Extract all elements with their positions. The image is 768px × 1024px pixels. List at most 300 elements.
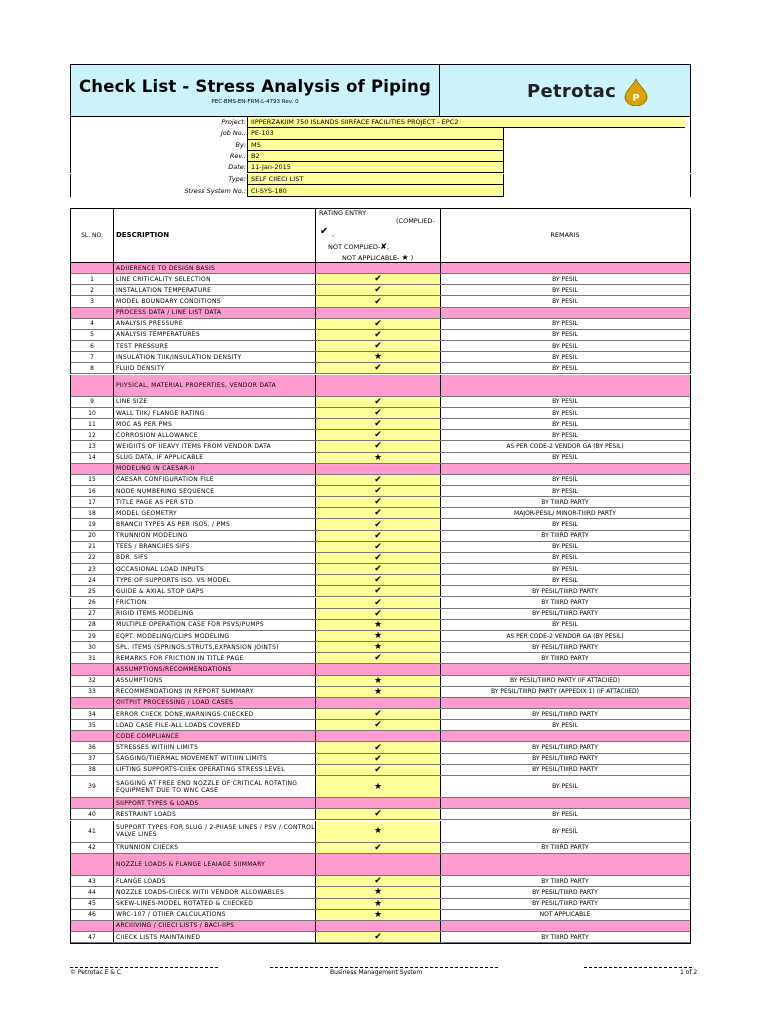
row-remarks: BY PESIL bbox=[552, 454, 578, 462]
row-number: 4 bbox=[71, 319, 114, 329]
star-icon: ★ bbox=[316, 676, 441, 686]
check-icon: ✔ bbox=[316, 765, 441, 775]
column-remarks: REMARIS bbox=[550, 231, 580, 239]
star-icon: ★ bbox=[401, 253, 409, 262]
project-info-label: Stress System No.: bbox=[184, 186, 246, 195]
footer-page-number: 1 of 2 bbox=[680, 969, 698, 976]
row-description: WEIGIITS OF IIEAVY ITEMS FROM VENDOR DATA bbox=[113, 441, 316, 451]
checklist-row bbox=[70, 899, 691, 910]
row-number: 42 bbox=[71, 843, 114, 853]
row-number: 3 bbox=[71, 296, 114, 306]
footer-system: Business Management System bbox=[330, 969, 423, 976]
row-remarks: BY PESIL bbox=[552, 543, 578, 551]
row-number: 5 bbox=[71, 330, 114, 340]
project-info-row bbox=[70, 128, 691, 139]
row-description: NOZZLE LOADS-CIIECK WITII VENDOR ALLOWABLES bbox=[113, 887, 316, 897]
row-number bbox=[71, 698, 114, 708]
row-remarks: BY TIIIRD PARTY bbox=[541, 933, 589, 941]
project-info-row bbox=[70, 140, 691, 151]
checklist-row bbox=[70, 274, 691, 285]
checklist-row bbox=[70, 441, 691, 452]
checklist-row bbox=[70, 285, 691, 296]
section-header-row bbox=[70, 798, 691, 809]
row-description: OCCASIONAL LOAD INPUTS bbox=[113, 564, 316, 574]
row-remarks bbox=[440, 664, 690, 674]
row-remarks: BY PESIL bbox=[552, 521, 578, 528]
check-icon: ✔ bbox=[316, 274, 441, 284]
check-icon: ✔ bbox=[316, 285, 441, 295]
rating-not-applicable-row: NOT APPLICABLE- ★ ) bbox=[342, 253, 414, 262]
checklist-row bbox=[70, 419, 691, 430]
checklist-row bbox=[70, 564, 691, 575]
row-remarks: BY PESIL bbox=[552, 320, 578, 328]
checklist-row bbox=[70, 586, 691, 597]
project-info-value: MS bbox=[247, 140, 503, 151]
section-title: OIITPIIT PROCESSING / LOAD CASES bbox=[113, 698, 316, 708]
row-remarks: BY PESIL bbox=[552, 342, 578, 350]
row-number: 26 bbox=[71, 598, 114, 608]
row-remarks: BY PESIL bbox=[552, 409, 578, 417]
checklist-row bbox=[70, 598, 691, 609]
row-number: 23 bbox=[71, 564, 114, 574]
row-remarks: BY PESIL/TIIIRD PARTY bbox=[532, 744, 598, 751]
check-icon: ✔ bbox=[316, 609, 441, 619]
row-remarks: BY PESIL bbox=[552, 810, 578, 818]
section-title: ARCIIIVING / CIIECI LISTS / BACI-IIPS bbox=[113, 921, 316, 931]
checklist-row bbox=[70, 352, 691, 363]
row-description: WALL TIIK/ FLANGE RATING bbox=[113, 408, 316, 418]
drop-logo-icon bbox=[623, 78, 649, 106]
row-number bbox=[71, 263, 114, 273]
check-icon: ✔ bbox=[320, 226, 329, 237]
row-description: ERROR CIIECK DONE,WARNINGS CIIECKED bbox=[113, 709, 316, 719]
checklist-row bbox=[70, 709, 691, 720]
row-description: SUPPORT TYPES FOR SLUG / 2-PIIASE LINES / PSV / CONTROL VALVE LINES bbox=[113, 821, 316, 842]
rating-cell bbox=[316, 664, 441, 674]
rating-cell bbox=[316, 854, 441, 875]
row-number: 7 bbox=[71, 352, 114, 362]
checklist-row bbox=[70, 876, 691, 887]
row-number bbox=[71, 375, 114, 396]
section-header-row bbox=[70, 698, 691, 709]
row-remarks: BY PESIL bbox=[552, 576, 578, 584]
row-remarks: BY PESIL bbox=[552, 275, 578, 283]
footer-rule-center bbox=[270, 967, 498, 968]
rating-header-line1: RATING ENTRY bbox=[319, 209, 367, 217]
column-rating-entry: RATING ENTRY (COMPLIED- ✔ , NOT COMPLIED-✘, NOT APPLICABLE- ★ ) bbox=[316, 209, 441, 262]
row-remarks: BY TIIIRD PARTY bbox=[541, 654, 589, 662]
section-title: MODELING IN CAESAR-II bbox=[113, 464, 316, 474]
checklist-row bbox=[70, 341, 691, 352]
row-remarks: BY TIIIRD PARTY bbox=[541, 877, 589, 885]
row-remarks: BY PESIL bbox=[552, 621, 578, 629]
section-title: NOZZLE LOADS & FLANGE LEAIAGE SIIMMARY bbox=[113, 854, 316, 875]
footer-rule-right bbox=[584, 967, 692, 968]
row-number: 14 bbox=[71, 453, 114, 463]
row-remarks: BY PESIL/TIIIRD PARTY (IF ATTACIIED) bbox=[509, 677, 621, 685]
row-remarks bbox=[440, 375, 690, 396]
row-description: MULTIPLE OPERATION CASE FOR PSVS/PUMPS bbox=[113, 620, 316, 630]
rating-cell bbox=[316, 798, 441, 808]
row-description: RECOMMENDATIONS IN REPORT SUMMARY bbox=[113, 687, 316, 697]
rating-cell bbox=[316, 263, 441, 273]
title-block bbox=[71, 65, 440, 116]
check-icon: ✔ bbox=[316, 876, 441, 886]
section-header-row bbox=[70, 464, 691, 475]
checklist-row bbox=[70, 553, 691, 564]
check-icon: ✔ bbox=[316, 598, 441, 608]
checklist-row bbox=[70, 330, 691, 341]
row-number: 10 bbox=[71, 408, 114, 418]
row-number bbox=[71, 854, 114, 875]
section-header-row bbox=[70, 664, 691, 675]
row-remarks: BY PESIL bbox=[552, 353, 578, 361]
row-remarks: BY TIIIRD PARTY bbox=[541, 844, 589, 852]
project-info-row bbox=[70, 117, 691, 128]
check-icon: ✔ bbox=[316, 408, 441, 418]
check-icon: ✔ bbox=[316, 754, 441, 764]
row-description: CAESAR CONFIGURATION FILE bbox=[113, 475, 316, 485]
row-number: 1 bbox=[71, 274, 114, 284]
row-description: LIFTING SUPPORTS-CIIEK OPERATING STRESS LEVEL bbox=[113, 765, 316, 775]
checklist-row bbox=[70, 843, 691, 854]
section-header-row bbox=[70, 375, 691, 397]
row-remarks: BY TIIIRD PARTY bbox=[541, 532, 589, 540]
section-title: PIIYSICAL, MATERIAL PROPERTIES, VENDOR DATA bbox=[113, 375, 316, 396]
checklist-row bbox=[70, 765, 691, 776]
row-remarks bbox=[440, 464, 690, 474]
checklist-row bbox=[70, 575, 691, 586]
row-description: ANALYSIS TEMPERATURES bbox=[113, 330, 316, 340]
row-description: CORROSION ALLOWANCE bbox=[113, 430, 316, 440]
row-description: GUIDE & AXIAL STOP GAPS bbox=[113, 586, 316, 596]
row-description: SAGGING AT FREE END NOZZLE OF CRITICAL ROTATING EQUIPMENT DUE TO WNC CASE bbox=[113, 776, 316, 797]
star-icon: ★ bbox=[316, 642, 441, 652]
project-info-row bbox=[70, 162, 691, 173]
check-icon: ✔ bbox=[316, 363, 441, 373]
checklist-row bbox=[70, 642, 691, 653]
project-info-blank bbox=[503, 185, 690, 197]
rating-cell bbox=[316, 731, 441, 741]
row-number: 25 bbox=[71, 586, 114, 596]
project-info-blank bbox=[503, 162, 690, 173]
section-title: PROCESS DATA / LINE LIST DATA bbox=[113, 308, 316, 318]
row-description: TRUNNION CIIECKS bbox=[113, 843, 316, 853]
row-number bbox=[71, 731, 114, 741]
row-description: TRUNNION MODELING bbox=[113, 531, 316, 541]
checklist-row bbox=[70, 809, 691, 820]
row-number: 29 bbox=[71, 631, 114, 641]
row-description: FLUID DENSITY bbox=[113, 363, 316, 373]
row-description: MOC AS PER PMS bbox=[113, 419, 316, 429]
row-description: SLUG DATA, IF APPLICABLE bbox=[113, 453, 316, 463]
row-number: 37 bbox=[71, 754, 114, 764]
project-info-blank bbox=[503, 174, 690, 185]
row-description: INSTALLATION TEMPERATURE bbox=[113, 285, 316, 295]
row-number: 9 bbox=[71, 397, 114, 407]
check-icon: ✔ bbox=[316, 809, 441, 819]
checklist-row bbox=[70, 620, 691, 631]
row-number: 16 bbox=[71, 486, 114, 496]
project-info-label: Rev.: bbox=[229, 151, 246, 160]
section-header-row bbox=[70, 263, 691, 274]
checklist-row bbox=[70, 497, 691, 508]
checklist-row bbox=[70, 631, 691, 642]
row-description: FRICTION bbox=[113, 598, 316, 608]
star-icon: ★ bbox=[316, 887, 441, 897]
column-description: DESCRIPTION bbox=[113, 209, 316, 262]
check-icon: ✔ bbox=[316, 542, 441, 552]
section-title: SIIPPORT TYPES & LOADS bbox=[113, 798, 316, 808]
row-description: TYPE OF SUPPORTS ISO. VS MODEL bbox=[113, 575, 316, 585]
row-number: 22 bbox=[71, 553, 114, 563]
star-icon: ★ bbox=[316, 620, 441, 630]
row-number: 46 bbox=[71, 910, 114, 920]
row-description: REMARKS FOR FRICTION IN TITLE PAGE bbox=[113, 653, 316, 663]
row-remarks: BY PESIL/TIIIRD PARTY bbox=[532, 643, 598, 651]
footer-rule-left bbox=[70, 967, 218, 968]
column-headers bbox=[70, 208, 691, 263]
project-info-value: CI-SYS-180 bbox=[247, 185, 503, 197]
row-number bbox=[71, 664, 114, 674]
section-title: CODE COMPLIANCE bbox=[113, 731, 316, 741]
row-remarks: BY PESIL bbox=[552, 364, 578, 372]
row-number: 20 bbox=[71, 531, 114, 541]
project-info-label: Project: bbox=[221, 118, 246, 126]
section-title: ADIIERENCE TO DESIGN BASIS bbox=[113, 263, 316, 273]
row-description: CIIECK LISTS MAINTAINED bbox=[113, 932, 316, 942]
check-icon: ✔ bbox=[316, 586, 441, 596]
rating-cell bbox=[316, 375, 441, 396]
row-description: LINE CRITICALITY SELECTION bbox=[113, 274, 316, 284]
row-description: TITLE PAGE AS PER STD bbox=[113, 497, 316, 507]
row-number: 35 bbox=[71, 720, 114, 730]
cross-icon: ✘ bbox=[380, 242, 387, 251]
row-number: 34 bbox=[71, 709, 114, 719]
check-icon: ✔ bbox=[316, 419, 441, 429]
project-info-blank bbox=[503, 128, 690, 139]
checklist-row bbox=[70, 408, 691, 419]
row-remarks: AS PER CODE-2 VENDOR GA (BY PESIL) bbox=[506, 632, 624, 640]
checklist-row bbox=[70, 910, 691, 921]
star-icon: ★ bbox=[316, 453, 441, 463]
checklist-row bbox=[70, 531, 691, 542]
checklist-row bbox=[70, 475, 691, 486]
row-remarks: BY PESIL/TIIIRD PARTY (APPEDIX 1) (IF ATTACIIED) bbox=[491, 688, 639, 696]
check-icon: ✔ bbox=[316, 564, 441, 574]
row-description: BDR. SIFS bbox=[113, 553, 316, 563]
row-remarks: BY PESIL bbox=[552, 565, 578, 573]
row-description: SKEW-LINES-MODEL ROTATED & CIIECKED bbox=[113, 899, 316, 909]
check-icon: ✔ bbox=[316, 430, 441, 440]
section-header-row bbox=[70, 921, 691, 932]
row-number: 36 bbox=[71, 742, 114, 752]
rating-cell bbox=[316, 464, 441, 474]
row-number: 44 bbox=[71, 887, 114, 897]
rating-not-complied-row: NOT COMPLIED-✘, bbox=[328, 242, 389, 251]
project-info-value: 11-Jan-2015 bbox=[247, 162, 503, 173]
row-description: MODEL GEOMETRY bbox=[113, 508, 316, 518]
checklist-sheet bbox=[70, 64, 691, 952]
section-header-row bbox=[70, 731, 691, 742]
row-remarks: BY PESIL bbox=[552, 487, 578, 495]
checklist-row bbox=[70, 676, 691, 687]
row-number: 28 bbox=[71, 620, 114, 630]
row-description: NODE NUMBERING SEQUENCE bbox=[113, 486, 316, 496]
row-remarks bbox=[440, 698, 690, 708]
rating-cell bbox=[316, 698, 441, 708]
checklist-row bbox=[70, 932, 691, 943]
row-remarks: BY PESIL bbox=[552, 431, 578, 439]
svg-text:P: P bbox=[632, 93, 640, 104]
row-number: 21 bbox=[71, 542, 114, 552]
row-number: 13 bbox=[71, 441, 114, 451]
section-header-row bbox=[70, 854, 691, 876]
row-remarks: BY PESIL bbox=[552, 476, 578, 484]
row-remarks bbox=[440, 308, 690, 318]
checklist-row bbox=[70, 776, 691, 798]
row-number: 33 bbox=[71, 687, 114, 697]
row-description: LINE SIZE bbox=[113, 397, 316, 407]
star-icon: ★ bbox=[316, 687, 441, 697]
row-remarks: BY PESIL/TIIIRD PARTY bbox=[532, 766, 598, 774]
star-icon: ★ bbox=[316, 776, 441, 797]
row-number: 19 bbox=[71, 519, 114, 529]
project-info-value: B2 bbox=[247, 151, 503, 162]
row-number: 41 bbox=[71, 821, 114, 842]
row-remarks: BY PESIL bbox=[552, 331, 578, 339]
check-icon: ✔ bbox=[316, 932, 441, 942]
checklist-row bbox=[70, 397, 691, 408]
star-icon: ★ bbox=[316, 910, 441, 920]
row-remarks: BY PESIL bbox=[552, 721, 578, 729]
check-icon: ✔ bbox=[316, 653, 441, 663]
row-remarks: BY TIIIRD PARTY bbox=[541, 599, 589, 607]
check-icon: ✔ bbox=[316, 843, 441, 853]
row-description: INSULATION TIIK/INSULATION DENSITY bbox=[113, 352, 316, 362]
section-title: ASSUMPTIONS/RECOMMENDATIONS bbox=[113, 664, 316, 674]
checklist-row bbox=[70, 430, 691, 441]
row-remarks: BY PESIL bbox=[552, 398, 578, 406]
project-info-label: Type: bbox=[228, 174, 246, 183]
row-number: 24 bbox=[71, 575, 114, 585]
row-description: FLANGE LOADS bbox=[113, 876, 316, 886]
row-remarks bbox=[440, 263, 690, 273]
star-icon: ★ bbox=[316, 821, 441, 842]
row-number: 43 bbox=[71, 876, 114, 886]
row-number: 12 bbox=[71, 430, 114, 440]
table-bottom-rule bbox=[70, 943, 691, 944]
row-description: TEST PRESSURE bbox=[113, 341, 316, 351]
row-remarks: BY PESIL bbox=[552, 286, 578, 294]
row-remarks: BY PESIL bbox=[552, 420, 578, 428]
row-description: WRC-107 / OTIIER CALCULATIONS bbox=[113, 910, 316, 920]
row-remarks bbox=[440, 921, 690, 931]
checklist-row bbox=[70, 363, 691, 374]
row-number bbox=[71, 921, 114, 931]
row-number: 27 bbox=[71, 609, 114, 619]
section-header-row bbox=[70, 308, 691, 319]
check-icon: ✔ bbox=[316, 742, 441, 752]
row-description: SPL. ITEMS (SPRINGS,STRUTS,EXPANSION JOINTS) bbox=[113, 642, 316, 652]
row-number bbox=[71, 308, 114, 318]
row-remarks bbox=[440, 798, 690, 808]
project-info-row bbox=[70, 185, 691, 197]
rating-not-complied-label: NOT COMPLIED- bbox=[328, 243, 381, 251]
row-remarks: BY PESIL/TIIIRD PARTY bbox=[532, 888, 598, 896]
check-icon: ✔ bbox=[316, 709, 441, 719]
row-remarks: BY PESIL bbox=[552, 783, 578, 791]
row-remarks: MAJOR-PESIL/ MINOR-TIIIRD PARTY bbox=[514, 509, 616, 517]
row-number: 40 bbox=[71, 809, 114, 819]
company-logo: Petrotac bbox=[527, 81, 617, 102]
page-title: Check List - Stress Analysis of Piping bbox=[79, 77, 431, 96]
rating-cell bbox=[316, 308, 441, 318]
checklist-row bbox=[70, 542, 691, 553]
row-remarks: BY PESIL bbox=[552, 827, 578, 835]
check-icon: ✔ bbox=[316, 296, 441, 306]
check-icon: ✔ bbox=[316, 475, 441, 485]
row-description: LOAD CASE FILE-ALL LOADS COVERED bbox=[113, 720, 316, 730]
row-remarks: BY TIIIRD PARTY bbox=[541, 498, 589, 506]
checklist-row bbox=[70, 508, 691, 519]
row-remarks: NOT APPLICABLE bbox=[539, 911, 591, 919]
row-remarks: BY PESIL/TIIIRD PARTY bbox=[532, 587, 598, 595]
row-description: STRESSES WITIIIN LIMITS bbox=[113, 742, 316, 752]
row-description: SAGGING/TIIERMAL MOVEMENT WITIIIN LIMITS bbox=[113, 754, 316, 764]
row-remarks: AS PER CODE-2 VENDOR GA (BY PESIL) bbox=[506, 442, 624, 450]
check-icon: ✔ bbox=[316, 720, 441, 730]
row-remarks: BY PESIL bbox=[552, 554, 578, 562]
project-info-row bbox=[70, 174, 691, 185]
checklist-row bbox=[70, 609, 691, 620]
check-icon: ✔ bbox=[316, 341, 441, 351]
checklist-row bbox=[70, 720, 691, 731]
row-number bbox=[71, 798, 114, 808]
row-number: 39 bbox=[71, 776, 114, 797]
rating-not-applicable-label: NOT APPLICABLE- bbox=[342, 254, 400, 262]
row-description: ASSUMPTIONS bbox=[113, 676, 316, 686]
check-icon: ✔ bbox=[316, 330, 441, 340]
row-description: RESTRAINT LOADS bbox=[113, 809, 316, 819]
checklist-row bbox=[70, 754, 691, 765]
checklist-row bbox=[70, 653, 691, 664]
checklist-row bbox=[70, 319, 691, 330]
check-icon: ✔ bbox=[316, 531, 441, 541]
check-icon: ✔ bbox=[316, 486, 441, 496]
row-number: 32 bbox=[71, 676, 114, 686]
row-number bbox=[71, 464, 114, 474]
row-description: MODEL BOUNDARY CONDITIONS bbox=[113, 296, 316, 306]
project-info-blank bbox=[503, 140, 690, 151]
star-icon: ★ bbox=[316, 899, 441, 909]
project-info-label: Job No.: bbox=[220, 129, 246, 138]
row-description: BRANCII TYPES AS PER ISOS. / PMS bbox=[113, 519, 316, 529]
row-remarks: BY PESIL bbox=[552, 298, 578, 305]
row-number: 17 bbox=[71, 497, 114, 507]
row-number: 38 bbox=[71, 765, 114, 775]
checklist-row bbox=[70, 453, 691, 464]
checklist-row bbox=[70, 519, 691, 530]
checklist-row bbox=[70, 687, 691, 698]
row-remarks bbox=[440, 731, 690, 741]
checklist-row bbox=[70, 821, 691, 843]
document-number: PEC-BMS-EN-FRM-L-4793 Rev. 0 bbox=[211, 99, 299, 105]
check-icon: ✔ bbox=[316, 397, 441, 407]
project-info-label: Date: bbox=[228, 163, 246, 172]
project-info-value: IIPPERZAKIIM 750 ISLANDS SIIRFACE FACILITIES PROJECT - EPC2 bbox=[247, 117, 685, 128]
check-icon: ✔ bbox=[316, 497, 441, 507]
